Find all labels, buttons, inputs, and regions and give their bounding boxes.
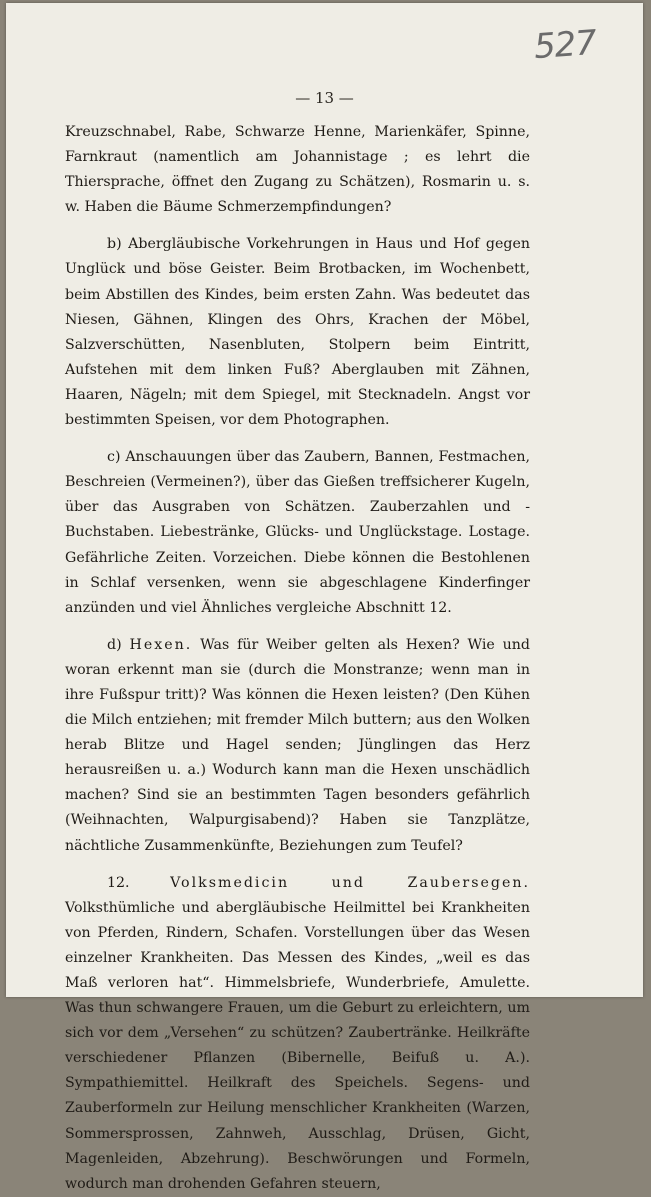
- book-page: [6, 3, 643, 1192]
- paragraph-b: [65, 232, 530, 433]
- paragraph-text: Kreuzschnabel, Rabe, Schwarze Henne, Marienkäfer, Spinne, Farnkraut (namentlich am Johannistage ; es lehrt die Thiersprache, öffnet den Zugang zu Schätzen), Rosmarin u. s. w. Haben die Bäume Schmerzempfindungen?: [65, 124, 530, 216]
- paragraph-continuation: [65, 120, 530, 220]
- paragraph-text: Volksthümliche und abergläubische Heilmittel bei Krankheiten von Pferden, Rindern, Schafen. Vorstellungen über das Wesen einzelner Krankheiten. Das Messen des Kindes, „weil es das Maß verloren hat“. Himmelsbriefe, Wunderbriefe, Amulette. Was thun schwangere Frauen, um die Geburt zu erleichtern, um sich vor dem „Versehen“ zu schützen? Zaubertränke. Heilkräfte verschiedener Pflanzen (Bibernelle, Beifuß u. A.). Sympathiemittel. Heilkraft des Speichels. Segens- und Zauberformeln zur Heilung menschlicher Krankheiten (Warzen, Sommersprossen, Zahnweh, Ausschlag, Drüsen, Gicht, Magenleiden, Abzehrung). Beschwörungen und Formeln, wodurch man drohenden Gefahren steuern,: [65, 899, 530, 1192]
- paragraph-heading: Hexen.: [129, 636, 193, 653]
- paragraph-text: Was für Weiber gelten als Hexen? Wie und woran erkennt man sie (durch die Monstranze; wenn man in ihre Fußspur tritt)? Was können die Hexen leisten? (Den Kühen die Milch entziehen; mit fremder Milch buttern; aus den Wolken herab Blitze und Hagel senden; Jünglingen das Herz herausreißen u. a.) Wodurch kann man die Hexen unschädlich machen? Sind sie an bestimmten Tagen besonders gefährlich (Weihnachten, Walpurgisabend)? Haben sie Tanzplätze, nächtliche Zusammenkünfte, Beziehungen zum Teufel?: [65, 636, 530, 854]
- paragraph-text: b) Abergläubische Vorkehrungen in Haus und Hof gegen Unglück und böse Geister. Beim Brotbacken, im Wochenbett, beim Abstillen des Kindes, beim ersten Zahn. Was bedeutet das Niesen, Gähnen, Klingen des Ohrs, Krachen der Möbel, Salzverschütten, Nasenbluten, Stolpern beim Eintritt, Aufstehen mit dem linken Fuß? Aberglauben mit Zähnen, Haaren, Nägeln; mit dem Spiegel, mit Stecknadeln. Angst vor bestimmten Speisen, vor dem Photographen.: [65, 236, 530, 429]
- section-heading: Volksmedicin und Zaubersegen.: [170, 874, 530, 891]
- paragraph-d: [65, 633, 530, 859]
- paragraph-lead: d): [107, 636, 130, 653]
- section-number: 12.: [107, 874, 171, 891]
- paragraph-text: c) Anschauungen über das Zaubern, Bannen, Festmachen, Beschreien (Vermeinen?), über das Gießen treffsicherer Kugeln, über das Ausgraben von Schätzen. Zauberzahlen und -Buchstaben. Liebestränke, Glücks- und Unglückstage. Lostage. Gefährliche Zeiten. Vorzeichen. Diebe können die Bestohlenen in Schlaf versenken, wenn sie abgeschlagene Kinderfinger anzünden und viel Ähnliches vergleiche Abschnitt 12.: [65, 449, 530, 616]
- section-12: [65, 871, 530, 1197]
- body-text: [65, 120, 530, 1197]
- handwritten-folio-number: 527: [532, 22, 598, 68]
- paragraph-c: [65, 445, 530, 621]
- page-number: — 13 —: [295, 89, 354, 107]
